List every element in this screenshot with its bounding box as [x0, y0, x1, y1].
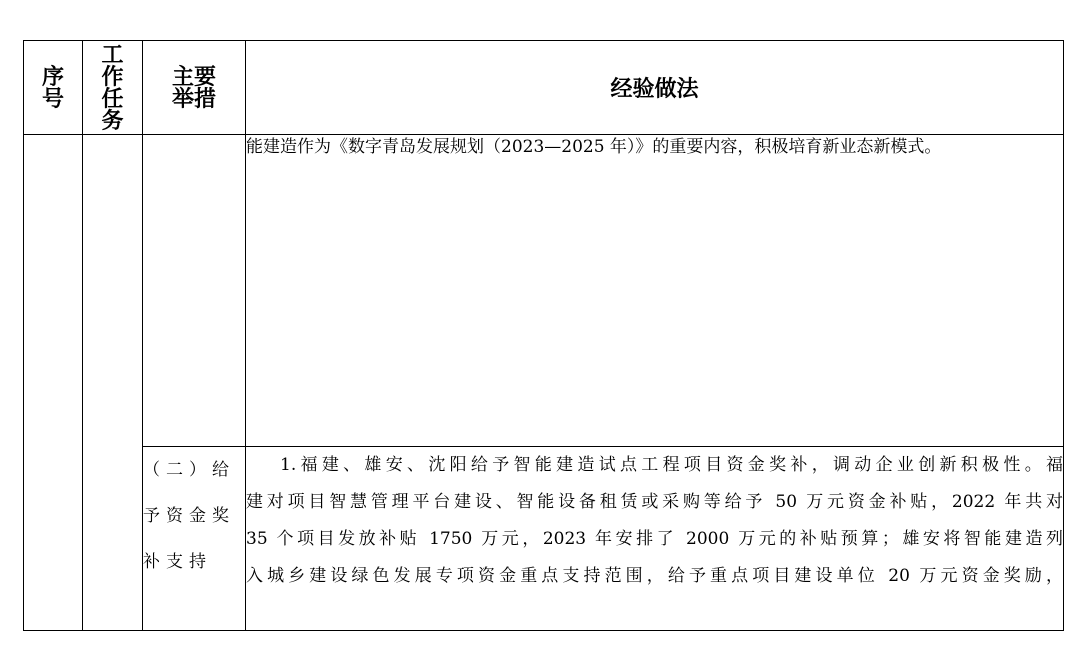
content-cell: [246, 135, 1064, 447]
seq-cell: [24, 135, 83, 631]
header-measure-line: 主要: [171, 63, 216, 90]
header-task-char: 务: [101, 107, 124, 134]
content-line: 能建造作为《数字青岛发展规划（2023—2025 年）》的重要内容，积极培育新业态新模式。: [246, 137, 942, 157]
header-seq-char: 号: [41, 85, 64, 112]
header-row: [24, 41, 1064, 135]
table-row: [24, 447, 1064, 631]
header-task-char: 作: [101, 63, 124, 90]
header-experience: 经验做法: [246, 41, 1064, 135]
measure-line: 补支持: [143, 552, 212, 572]
content-line: 35 个项目发放补贴 1750 万元，2023 年安排了 2000 万元的补贴预算；雄安将智能建造列: [246, 529, 1063, 549]
content-line: 入城乡建设绿色发展专项资金重点支持范围，给予重点项目建设单位 20 万元资金奖励，: [246, 566, 1063, 586]
content-line: 建对项目智慧管理平台建设、智能设备租赁或采购等给予 50 万元资金补贴，2022 年共对: [246, 492, 1063, 512]
header-seq: [24, 41, 83, 135]
measure-line: （二）给: [143, 460, 235, 480]
header-task: [83, 41, 143, 135]
content-cell: [246, 447, 1064, 631]
experience-table: [23, 40, 1064, 631]
measure-cell: [143, 135, 246, 447]
header-task-char: 任: [101, 85, 124, 112]
header-seq-char: 序: [41, 63, 64, 90]
table-row: [24, 135, 1064, 447]
header-task-char: 工: [101, 41, 124, 68]
task-cell: [83, 135, 143, 631]
header-measure: [143, 41, 246, 135]
measure-cell: [143, 447, 246, 631]
content-line: 1.福建、雄安、沈阳给予智能建造试点工程项目资金奖补，调动企业创新积极性。福: [280, 455, 1063, 475]
header-measure-line: 举措: [171, 85, 216, 112]
measure-line: 予资金奖: [143, 506, 235, 526]
